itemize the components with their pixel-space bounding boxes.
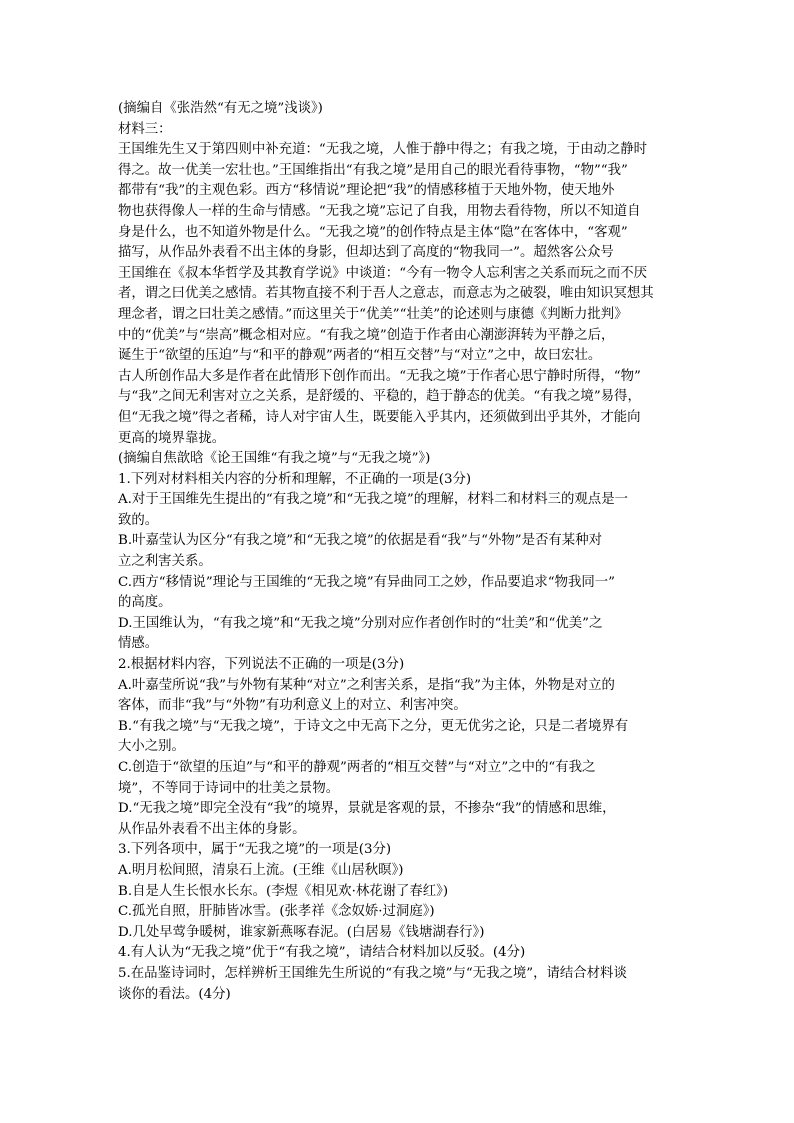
material-3-paragraph-1 bbox=[118, 140, 676, 264]
option-c-cont: 境”，不等同于诗词中的壮美之景物。 bbox=[118, 780, 340, 796]
option-d-cont: 情感。 bbox=[118, 636, 159, 652]
text-line: 物也获得像人一样的生命与情感。“无我之境”忘记了自我，用物去看待物，所以不知道自 bbox=[118, 203, 641, 219]
material-3-heading: 材料三： bbox=[118, 121, 172, 137]
option-a-cont: 致的。 bbox=[118, 512, 159, 528]
option-d: D.几处早莺争暖树，谁家新燕啄春泥。(白居易《钱塘湖春行》) bbox=[118, 924, 485, 940]
text-line: 中的“优美”与“崇高”概念相对应。“有我之境”创造于作者由心潮澎湃转为平静之后， bbox=[118, 327, 615, 343]
text-line: 与“我”之间无利害对立之关系，是舒缓的、平稳的，趋于静态的优美。“有我之境”易得， bbox=[118, 389, 641, 405]
option-c-cont: 的高度。 bbox=[118, 595, 172, 611]
document-page bbox=[118, 99, 676, 1005]
text-line: 但“无我之境”得之者稀，诗人对宇宙人生，既要能入乎其内，还须做到出乎其外，才能向 bbox=[118, 409, 641, 425]
option-a: A.叶嘉莹所说“我”与外物有某种“对立”之利害关系，是指“我”为主体，外物是对立的 bbox=[118, 677, 615, 693]
text-line: 都带有“我”的主观色彩。西方“移情说”理论把“我”的情感移植于天地外物，使天地外 bbox=[118, 183, 615, 199]
source-note-material-3: (摘编自焦歆晗《论王国维“有我之境”与“无我之境”》) bbox=[118, 451, 431, 467]
text-line: 更高的境界靠拢。 bbox=[118, 430, 226, 446]
text-line: 身是什么，也不知道外物是什么。“无我之境”的创作特点是主体“隐”在客体中，“客观” bbox=[118, 224, 628, 240]
option-c: C.孤光自照，肝肺皆冰雪。(张孝祥《念奴娇·过洞庭》) bbox=[118, 904, 435, 920]
question-3 bbox=[118, 840, 676, 943]
option-c: C.创造于“欲望的压迫”与“和平的静观”两者的“相互交替”与“对立”之中的“有我之 bbox=[118, 760, 596, 775]
option-c: C.西方“移情说”理论与王国维的“无我之境”有异曲同工之妙，作品要追求“物我同一” bbox=[118, 574, 615, 590]
option-b: B.自是人生长恨水长东。(李煜《相见欢·林花谢了春红》) bbox=[118, 883, 449, 899]
question-stem: 1.下列对材料相关内容的分析和理解，不正确的一项是(3分) bbox=[118, 471, 472, 487]
text-line: 得之。故一优美一宏壮也。”王国维指出“有我之境”是用自己的眼光看待事物，“物”“我” bbox=[118, 162, 628, 178]
option-d: D.“无我之境”即完全没有“我”的境界，景就是客观的景，不掺杂“我”的情感和思维， bbox=[118, 801, 616, 817]
text-line: 理念者，谓之曰壮美之感情。”而这里关于“优美”“壮美”的论述则与康德《判断力批判》 bbox=[118, 306, 628, 322]
option-b-cont: 大小之别。 bbox=[118, 739, 185, 755]
question-4 bbox=[118, 943, 676, 964]
option-b: B.“有我之境”与“无我之境”，于诗文之中无高下之分，更无优劣之论，只是二者境界有 bbox=[118, 718, 629, 734]
text-line: 古人所创作品大多是作者在此情形下创作而出。“无我之境”于作者心思宁静时所得，“物” bbox=[118, 368, 641, 384]
option-a: A.对于王国维先生提出的“有我之境”和“无我之境”的理解，材料二和材料三的观点是一 bbox=[118, 492, 628, 508]
option-b: B.叶嘉莹认为区分“有我之境”和“无我之境”的依据是看“我”与“外物”是否有某种对 bbox=[118, 533, 602, 549]
material-3-paragraph-2 bbox=[118, 264, 676, 449]
question-5 bbox=[118, 964, 676, 1005]
text-line: 描写，从作品外表看不出主体的身影，但却达到了高度的“物我同一”。超然客公众号 bbox=[118, 245, 614, 261]
question-stem-cont: 谈你的看法。(4分) bbox=[118, 986, 231, 1002]
option-d-cont: 从作品外表看不出主体的身影。 bbox=[118, 821, 306, 837]
question-stem: 4.有人认为“无我之境”优于“有我之境”，请结合材料加以反驳。(4分) bbox=[118, 945, 526, 961]
question-2 bbox=[118, 655, 676, 840]
option-b-cont: 立之利害关系。 bbox=[118, 554, 212, 570]
question-stem: 3.下列各项中，属于“无我之境”的一项是(3分) bbox=[118, 842, 392, 858]
text-line: 王国维在《叔本华哲学及其教育学说》中谈道：“今有一物令人忘利害之关系而玩之而不厌 bbox=[118, 265, 648, 281]
option-a-cont: 客体，而非“我”与“外物”有功利意义上的对立、利害冲突。 bbox=[118, 698, 467, 714]
text-line: 王国维先生又于第四则中补充道：“无我之境，人惟于静中得之；有我之境，于由动之静时 bbox=[118, 142, 648, 158]
text-line: 诞生于“欲望的压迫”与“和平的静观”两者的“相互交替”与“对立”之中，故曰宏壮。 bbox=[118, 348, 602, 364]
question-stem: 2.根据材料内容，下列说法不正确的一项是(3分) bbox=[118, 657, 405, 673]
text-line: 者，谓之曰优美之感情。若其物直接不利于吾人之意志，而意志为之破裂，唯由知识冥想其 bbox=[118, 286, 654, 302]
option-d: D.王国维认为，“有我之境”和“无我之境”分别对应作者创作时的“壮美”和“优美”之 bbox=[118, 615, 603, 631]
source-note-material-2: (摘编自《张浩然“有无之境”浅谈》) bbox=[118, 101, 323, 116]
question-1 bbox=[118, 470, 676, 655]
question-stem: 5.在品鉴诗词时，怎样辨析王国维先生所说的“有我之境”与“无我之境”，请结合材料谈 bbox=[118, 965, 627, 981]
option-a: A.明月松间照，清泉石上流。(王维《山居秋暝》) bbox=[118, 862, 404, 878]
